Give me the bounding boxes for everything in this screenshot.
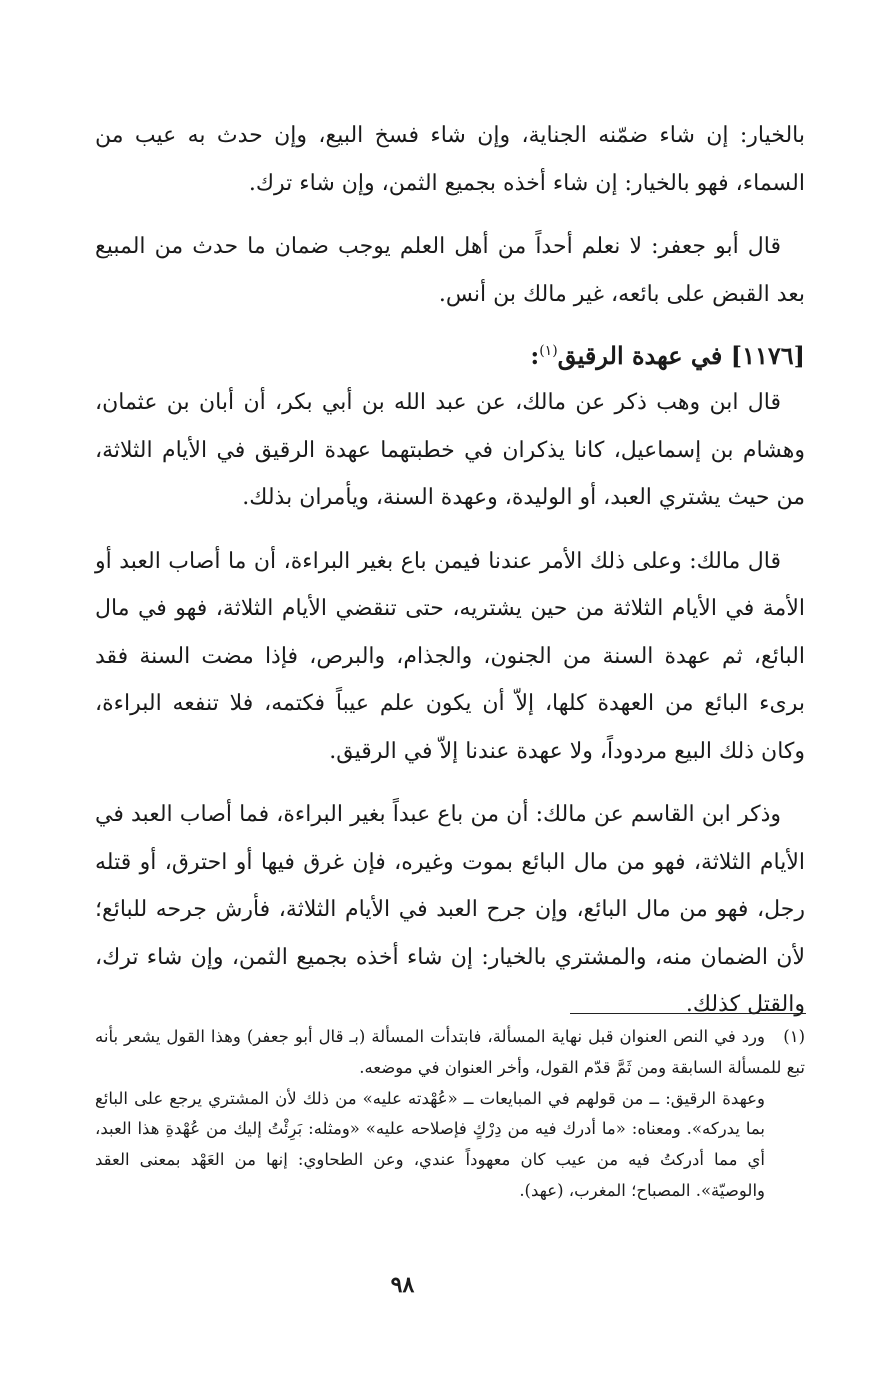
- heading-number: [١١٧٦]: [730, 341, 805, 370]
- paragraph-1: بالخيار: إن شاء ضمّنه الجناية، وإن شاء فسخ البيع، وإن حدث به عيب من السماء، فهو بالخيار: إن شاء أخذه بجميع الثمن، وإن شاء ترك.: [95, 123, 805, 196]
- footnotes: [95, 1022, 805, 1207]
- section-heading: [95, 328, 805, 379]
- heading-title: في عهدة الرقيق: [557, 341, 723, 370]
- paragraph-3: قال ابن وهب ذكر عن مالك، عن عبد الله بن أبي بكر، أن أبان بن عثمان، وهشام بن إسماعيل، كانا يذكران في خطبتهما عهدة الرقيق في الأيام الثلاثة، من حيث يشتري العبد، أو الوليدة، وعهدة السنة، ويأمران بذلك.: [95, 390, 805, 510]
- paragraph-2: قال أبو جعفر: لا نعلم أحداً من أهل العلم يوجب ضمان ما حدث من المبيع بعد القبض على بائعه، غير مالك بن أنس.: [95, 234, 805, 307]
- main-text: [95, 112, 805, 1029]
- heading-colon: :: [530, 341, 540, 370]
- footnote-divider: [570, 1013, 806, 1014]
- footnote-1-continued: وعهدة الرقيق: ــ من قولهم في المبايعات ــ «عُهْدته عليه» من ذلك لأن المشتري يرجع على البائع بما يدركه». ومعناه: «ما أدرك فيه من دِرْكٍ فإصلاحه عليه» «ومثله: بَرِئْتُ إليك من عُهْدةِ هذا العبد، أي مما أدركتُ فيه من عيب كان معهوداً عندي، وعن الطحاوي: إنها من العَهْد بمعنى العقد والوصيّة». المصباح؛ المغرب، (عهد).: [95, 1088, 765, 1200]
- heading-footnote-ref: (١): [539, 343, 558, 359]
- footnote-1: [95, 1022, 805, 1084]
- paragraph-5: وذكر ابن القاسم عن مالك: أن من باع عبداً بغير البراءة، فما أصاب العبد في الأيام الثلاثة، فهو من مال البائع بموت وغيره، فإن غرق فيها أو احترق، أو قتله رجل، فهو من مال البائع، وإن جرح العبد في الأيام الثلاثة، فأرش جرحه للبائع؛ لأن الضمان منه، والمشتري بالخيار: إن شاء أخذه بجميع الثمن، وإن شاء ترك، والقتل كذلك.: [95, 802, 805, 1017]
- footnote-1-number: (١): [783, 1027, 805, 1046]
- footnote-1-text: ورد في النص العنوان قبل نهاية المسألة، فابتدأت المسألة (بـ قال أبو جعفر) وهذا القول يشعر بأنه تبع للمسألة السابقة ومن ثَمَّ قدّم القول، وأخر العنوان في موضعه.: [95, 1027, 805, 1077]
- paragraph-4: قال مالك: وعلى ذلك الأمر عندنا فيمن باع بغير البراءة، أن ما أصاب العبد أو الأمة في الأيام الثلاثة من حين يشتريه، حتى تنقضي الأيام الثلاثة، فهو في مال البائع، ثم عهدة السنة من الجنون، والجذام، والبرص، فإذا مضت السنة فقد برىء البائع من العهدة كلها، إلاّ أن يكون علم عيباً فكتمه، فلا تنفعه البراءة، وكان ذلك البيع مردوداً، ولا عهدة عندنا إلاّ في الرقيق.: [95, 548, 805, 764]
- page-number: ٩٨: [390, 1272, 415, 1298]
